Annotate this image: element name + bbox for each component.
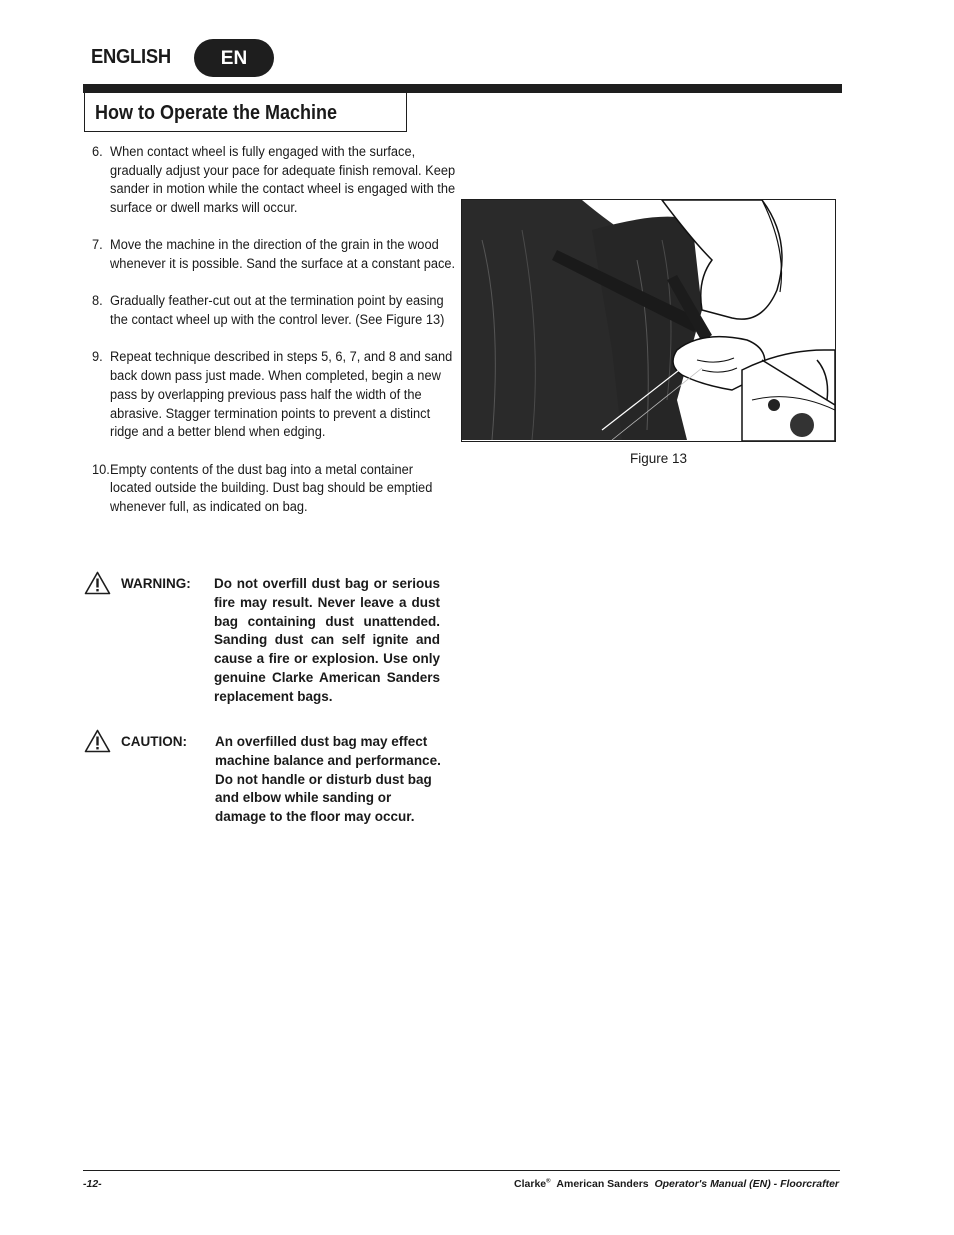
list-item [92,292,457,329]
header-rule [83,84,842,93]
caution-text: An overfilled dust bag may effect machine balance and performance. Do not handle or disturb dust bag and elbow while sanding or damage to the floor may occur. [215,734,441,825]
step-number: 9. [92,349,103,365]
step-number: 6. [92,144,103,159]
warning-label: WARNING: [121,576,191,591]
language-label: ENGLISH [91,46,171,68]
warning-text: Do not overfill dust bag or serious fire may result. Never leave a dust bag containing dust unattended. Sanding dust can self ignite and cause a fire or explosion. Use only genuine Clarke American Sanders replacement bags. [214,576,440,704]
warning-triangle-icon [84,729,111,753]
footer-company: American Sanders [556,1178,649,1190]
step-list [92,143,456,535]
step-number: 7. [92,237,103,253]
caution-notice [84,729,444,839]
figure-caption: Figure 13 [630,451,688,466]
section-heading-box [84,93,407,132]
list-item [92,236,457,273]
footer-brand: Clarke [514,1178,547,1190]
section-title: How to Operate the Machine [95,102,338,124]
step-text: Move the machine in the direction of the grain in the wood whenever it is possible. Sand the surface at a constant pace. [110,237,456,272]
page-number: -12- [83,1178,102,1190]
figure-13-illustration [461,199,836,442]
footer-manual-name: Operator's Manual (EN) - Floorcrafter [654,1178,839,1190]
list-item [92,461,457,517]
step-number: 10. [92,461,110,477]
warning-triangle-icon [84,571,111,595]
caution-label: CAUTION: [121,734,187,749]
step-text: Empty contents of the dust bag into a metal container located outside the building. Dust bag should be emptied whenever full, as indicated on bag. [110,461,433,514]
list-item [92,143,457,218]
step-text: Repeat technique described in steps 5, 6, 7, and 8 and sand back down pass just made. When completed, begin a new pass by overlapping previous pass half the width of the abrasive. Stagger termination points to prevent a distinct ridge and a better blend when edging. [110,349,453,440]
step-text: Gradually feather-cut out at the termination point by easing the contact wheel up with the control lever. (See Figure 13) [110,293,445,328]
language-badge: EN [194,39,274,77]
list-item [92,348,457,442]
step-number: 8. [92,293,103,309]
registered-mark: ® [546,1178,551,1185]
footer-rule [83,1170,840,1171]
step-text: When contact wheel is fully engaged with the surface, gradually adjust your pace for adequate finish removal. Keep sander in motion while the contact wheel is engaged with the surface or dwell marks will occur. [110,144,456,216]
footer-manual-title [514,1178,839,1190]
warning-notice [84,571,444,721]
operator-hands-on-control-lever-illustration [462,200,835,441]
